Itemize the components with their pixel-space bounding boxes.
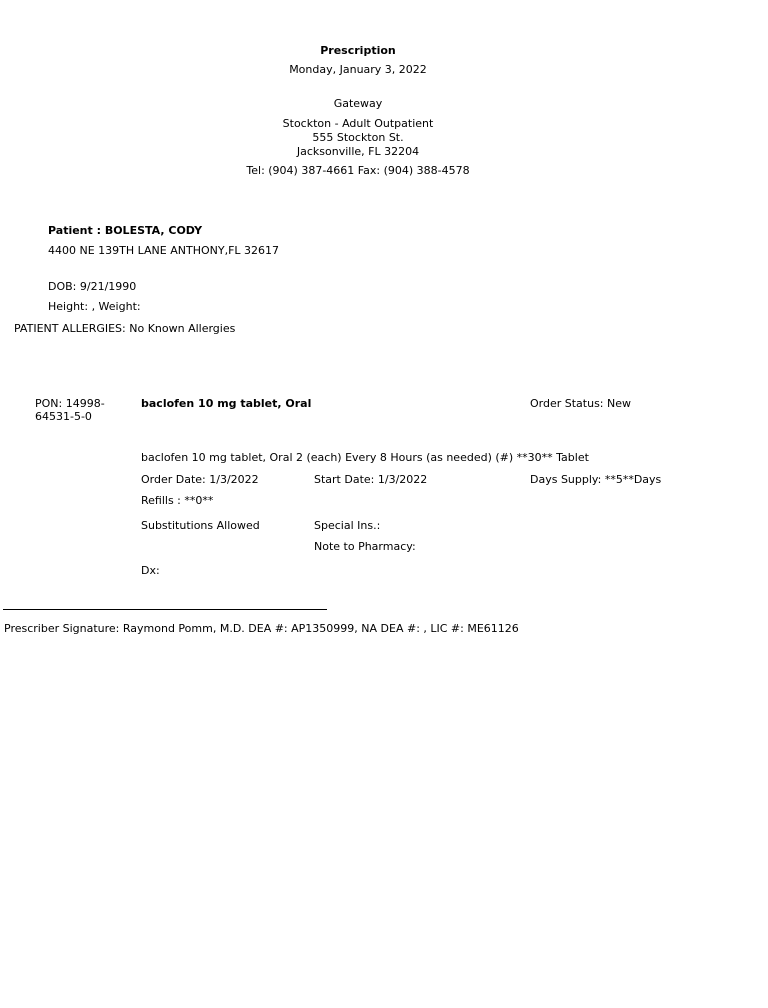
order-date: Order Date: 1/3/2022	[141, 473, 259, 486]
order-start-date: Start Date: 1/3/2022	[314, 473, 428, 486]
order-dx: Dx:	[141, 564, 160, 577]
clinic-city: Jacksonville, FL 32204	[296, 145, 420, 158]
order-days-supply: Days Supply: **5**Days	[530, 473, 662, 486]
document-date: Monday, January 3, 2022	[289, 63, 427, 76]
order-status: Order Status: New	[530, 397, 632, 410]
order-special-instructions: Special Ins.:	[314, 519, 381, 532]
patient-allergies: PATIENT ALLERGIES: No Known Allergies	[14, 322, 236, 335]
signature-line	[3, 609, 327, 610]
order-note-to-pharmacy: Note to Pharmacy:	[314, 540, 416, 553]
organization-name: Gateway	[333, 97, 383, 110]
order-pon: PON: 14998-64531-5-0	[35, 397, 105, 423]
prescriber-signature: Prescriber Signature: Raymond Pomm, M.D. DEA #: AP1350999, NA DEA #: , LIC #: ME61126	[4, 622, 519, 635]
clinic-contact: Tel: (904) 387-4661 Fax: (904) 388-4578	[246, 164, 470, 177]
patient-dob: DOB: 9/21/1990	[48, 280, 137, 293]
patient-address: 4400 NE 139TH LANE ANTHONY,FL 32617	[48, 244, 280, 257]
patient-name: Patient : BOLESTA, CODY	[48, 224, 203, 237]
patient-height-weight: Height: , Weight:	[48, 300, 141, 313]
order-sig: baclofen 10 mg tablet, Oral 2 (each) Every 8 Hours (as needed) (#) **30** Tablet	[141, 451, 589, 464]
order-refills: Refills : **0**	[141, 494, 214, 507]
document-title: Prescription	[320, 44, 396, 57]
order-drug-name: baclofen 10 mg tablet, Oral	[141, 397, 312, 410]
clinic-name: Stockton - Adult Outpatient	[282, 117, 434, 130]
order-substitutions: Substitutions Allowed	[141, 519, 260, 532]
clinic-street: 555 Stockton St.	[312, 131, 404, 144]
